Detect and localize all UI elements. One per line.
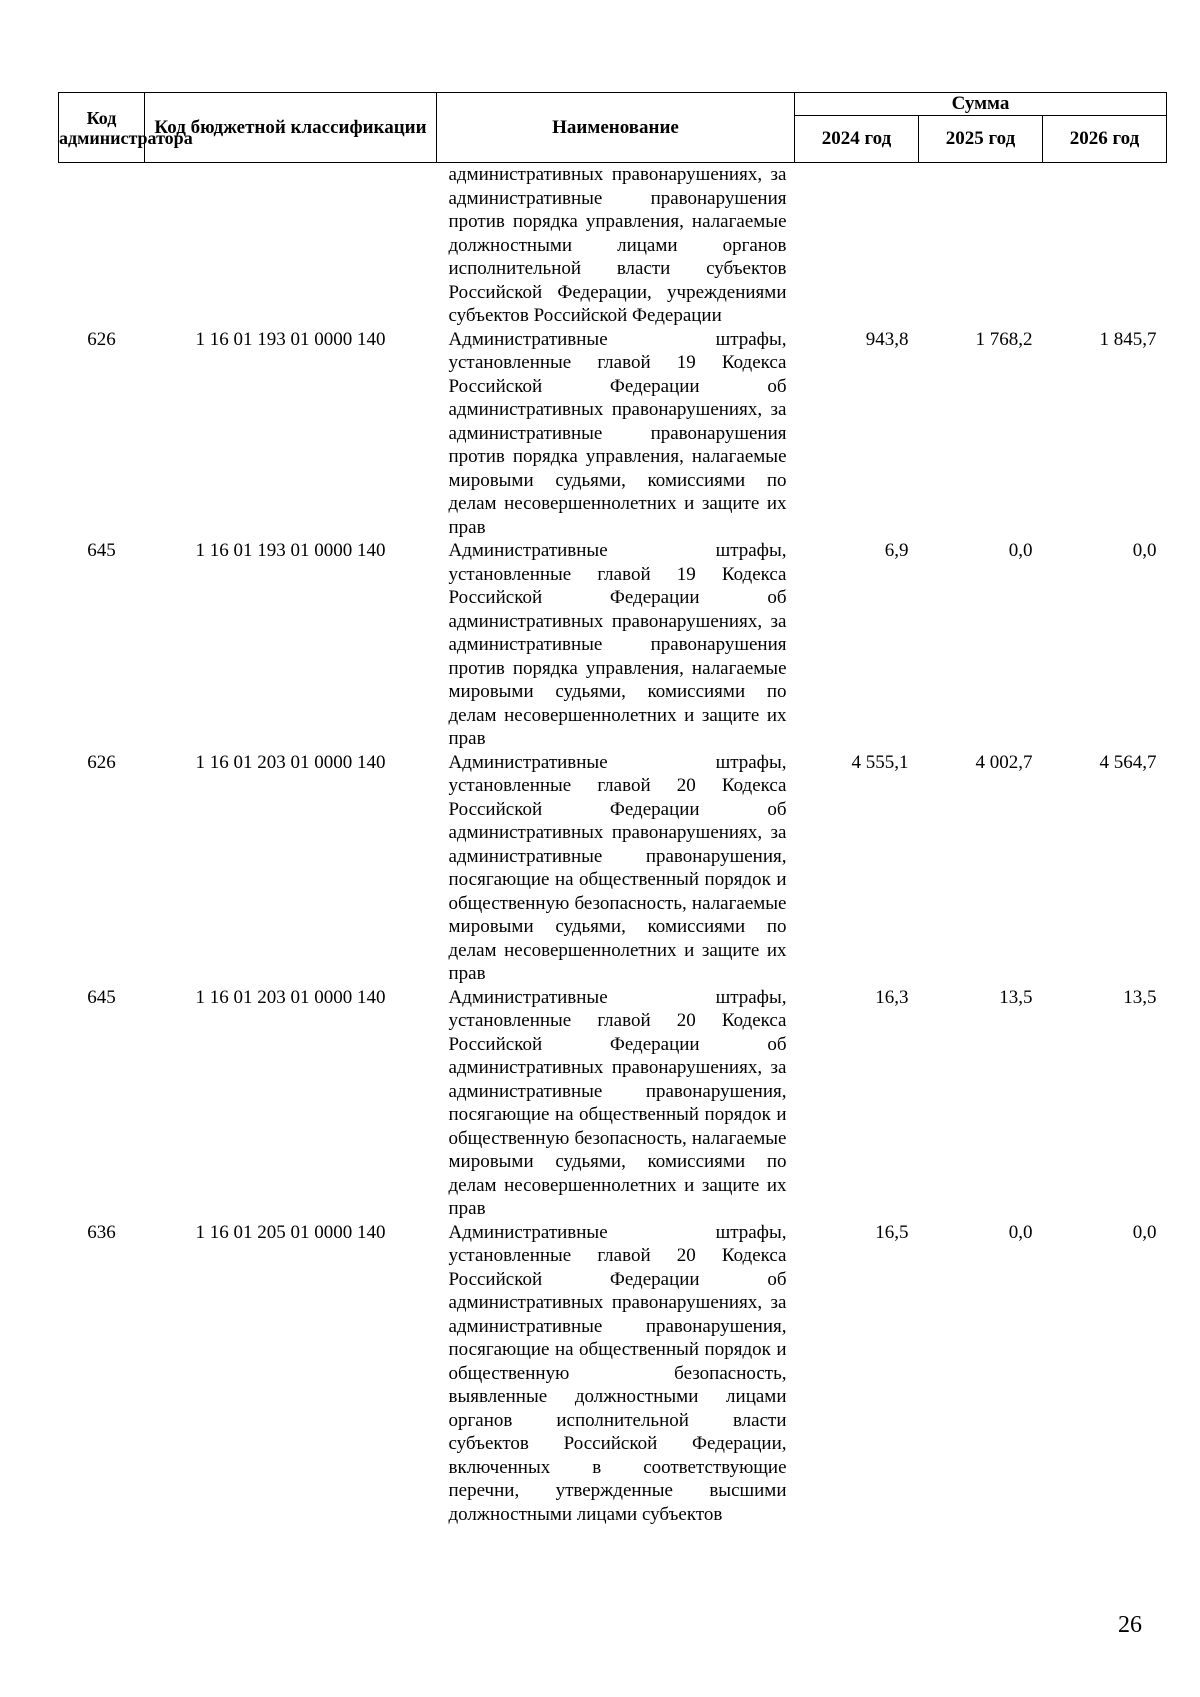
header-year-2026: 2026 год (1043, 116, 1167, 163)
cell-name: Административные штрафы, установленные главой 20 Кодекса Российской Федерации об административных правонарушениях, за административные правонарушения, посягающие на общественный порядок и общественную безопасность, налагаемые мировыми судьями, комиссиями по делам несовершеннолетних и защите их прав (448, 751, 787, 984)
cell-budget-code (145, 163, 437, 328)
cell-admin-code: 626 (87, 328, 116, 350)
cell-budget-code: 1 16 01 193 01 0000 140 (195, 540, 386, 561)
header-admin-code: Код администратора (59, 93, 145, 163)
revenue-table (58, 92, 1167, 1526)
cell-sum-2026: 4 564,7 (1099, 751, 1157, 773)
cell-budget-code: 1 16 01 205 01 0000 140 (195, 1221, 386, 1243)
page-number: 26 (1118, 1612, 1142, 1638)
table-row (59, 328, 1167, 540)
header-name: Наименование (437, 93, 795, 163)
cell-sum-2024: 6,9 (884, 540, 909, 561)
table-row (59, 539, 1167, 751)
table-row (59, 1221, 1167, 1527)
cell-name: Административные штрафы, установленные главой 20 Кодекса Российской Федерации об административных правонарушениях, за административные правонарушения, посягающие на общественный порядок и общественную безопасность, выявленные должностными лицами органов исполнительной власти субъектов Российской Федерации, включенных в соответствующие перечни, утвержденные высшими должностными лицами субъектов (448, 1221, 787, 1525)
cell-sum-2025 (919, 163, 1043, 328)
table-body (59, 163, 1167, 1527)
cell-sum-2025: 13,5 (999, 986, 1033, 1008)
cell-sum-2026: 0,0 (1132, 1221, 1157, 1243)
header-year-2024: 2024 год (795, 116, 919, 163)
cell-admin-code: 645 (87, 540, 116, 561)
cell-admin-code: 626 (87, 751, 116, 773)
cell-admin-code (59, 163, 145, 328)
cell-sum-2025: 1 768,2 (975, 328, 1033, 350)
cell-sum-2025: 4 002,7 (975, 751, 1033, 773)
header-year-2025: 2025 год (919, 116, 1043, 163)
table-row (59, 986, 1167, 1221)
cell-budget-code: 1 16 01 193 01 0000 140 (195, 328, 386, 350)
cell-name: Административные штрафы, установленные главой 19 Кодекса Российской Федерации об административных правонарушениях, за административные правонарушения против порядка управления, налагаемые мировыми судьями, комиссиями по делам несовершеннолетних и защите их прав (448, 328, 787, 538)
cell-sum-2025: 0,0 (1008, 540, 1033, 561)
cell-sum-2025: 0,0 (1008, 1221, 1033, 1243)
cell-name: Административные штрафы, установленные главой 20 Кодекса Российской Федерации об административных правонарушениях, за административные правонарушения, посягающие на общественный порядок и общественную безопасность, налагаемые мировыми судьями, комиссиями по делам несовершеннолетних и защите их прав (448, 986, 787, 1219)
table-row (59, 163, 1167, 328)
cell-sum-2024: 16,5 (875, 1221, 909, 1243)
cell-sum-2026: 1 845,7 (1099, 328, 1157, 350)
header-sum: Сумма (795, 93, 1167, 116)
cell-admin-code: 636 (87, 1221, 116, 1243)
cell-sum-2026: 0,0 (1132, 540, 1157, 561)
cell-sum-2024: 4 555,1 (851, 751, 909, 773)
table-header (59, 93, 1167, 163)
cell-name: административных правонарушениях, за административные правонарушения против порядка управления, налагаемые должностными лицами органов исполнительной власти субъектов Российской Федерации, учреждениями субъектов Российской Федерации (448, 164, 787, 326)
cell-sum-2026: 13,5 (1123, 986, 1157, 1008)
header-budget-code: Код бюджетной классификации (145, 93, 437, 163)
table-row (59, 751, 1167, 986)
cell-sum-2024: 943,8 (865, 328, 909, 350)
cell-sum-2024 (795, 163, 919, 328)
cell-admin-code: 645 (87, 986, 116, 1008)
cell-sum-2026 (1043, 163, 1167, 328)
cell-budget-code: 1 16 01 203 01 0000 140 (195, 986, 386, 1008)
cell-sum-2024: 16,3 (875, 986, 909, 1008)
cell-name: Административные штрафы, установленные главой 19 Кодекса Российской Федерации об административных правонарушениях, за административные правонарушения против порядка управления, налагаемые мировыми судьями, комиссиями по делам несовершеннолетних и защите их прав (448, 540, 787, 749)
cell-budget-code: 1 16 01 203 01 0000 140 (195, 751, 386, 773)
